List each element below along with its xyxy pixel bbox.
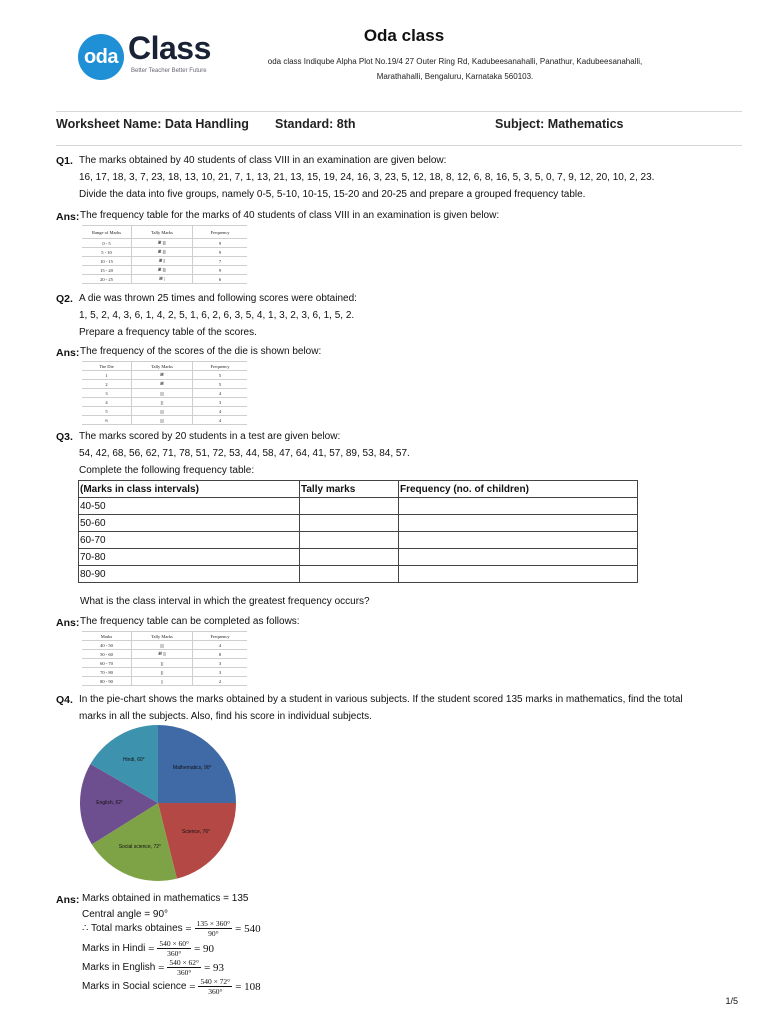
table-cell: 50-60 xyxy=(79,515,300,532)
q2-ans-text: The frequency of the scores of the die is shown below: xyxy=(80,346,322,357)
table-header-row xyxy=(82,362,247,371)
table-row xyxy=(82,371,247,380)
answer-line xyxy=(82,939,214,958)
table-cell: Frequency xyxy=(193,226,248,239)
table-cell: 20 - 25 xyxy=(82,275,132,284)
frequency-cell[interactable] xyxy=(399,515,638,532)
table-row xyxy=(82,239,247,248)
table-cell: 3 xyxy=(193,659,248,668)
table-cell: 5 xyxy=(82,407,132,416)
table-header-cell: (Marks in class intervals) xyxy=(79,481,300,498)
equals-sign: = xyxy=(155,961,165,974)
q1-frequency-table xyxy=(82,225,247,284)
answer-line xyxy=(82,919,261,938)
table-row xyxy=(82,677,247,686)
table-cell: ||| xyxy=(132,668,193,677)
table-cell: 𝍸 |||| xyxy=(132,266,193,275)
q2-line: Prepare a frequency table of the scores. xyxy=(79,327,257,338)
logo-wordmark: Class xyxy=(128,30,211,66)
answer-line xyxy=(82,958,224,977)
table-cell: Tally Marks xyxy=(132,226,193,239)
pie-slice-label: Science, 76° xyxy=(182,828,211,835)
result: = 90 xyxy=(194,942,215,955)
table-row xyxy=(82,416,247,425)
table-cell: 7 xyxy=(193,257,248,266)
q3-text xyxy=(79,428,749,479)
table-row xyxy=(82,380,247,389)
answer-line: Marks obtained in mathematics = 135 xyxy=(82,893,249,904)
table-cell: 3 xyxy=(193,398,248,407)
standard: Standard: 8th xyxy=(275,117,356,131)
table-header-row xyxy=(82,226,247,239)
q2-ans-label: Ans: xyxy=(56,347,80,359)
fraction xyxy=(157,939,191,958)
q1-line: Divide the data into five groups, namely 0-5, 5-10, 10-15, 15-20 and 20-25 and prepare a grouped frequency table. xyxy=(79,189,586,200)
page-number: 1/5 xyxy=(725,996,738,1006)
q4-label: Q4. xyxy=(56,694,73,706)
table-cell: 5 xyxy=(193,371,248,380)
logo-tagline: Better Teacher Better Future xyxy=(131,68,207,74)
answer-text: Marks in English xyxy=(82,962,156,973)
q3-question: What is the class interval in which the greatest frequency occurs? xyxy=(80,596,370,607)
divider xyxy=(56,145,742,146)
address-line: oda class Indiqube Alpha Plot No.19/4 27 Outer Ring Rd, Kadubeesanahalli, Panathur, Kadubeesanahalli, xyxy=(267,57,643,66)
table-cell: 10 - 15 xyxy=(82,257,132,266)
table-row xyxy=(82,275,247,284)
table-cell: ||| xyxy=(132,659,193,668)
answer-text: Marks in Hindi xyxy=(82,943,146,954)
frequency-cell[interactable] xyxy=(399,549,638,566)
fraction xyxy=(167,958,201,977)
table-cell: 9 xyxy=(193,239,248,248)
q1-ans-text: The frequency table for the marks of 40 students of class VIII in an examination is given below: xyxy=(80,210,500,221)
numerator: 540 × 62° xyxy=(169,958,200,967)
address-line: Marathahalli, Bengaluru, Karnataka 560103. xyxy=(376,72,534,81)
table-cell: 80-90 xyxy=(79,566,300,583)
q2-line: A die was thrown 25 times and following scores were obtained: xyxy=(79,293,357,304)
table-cell: 15 - 20 xyxy=(82,266,132,275)
frequency-cell[interactable] xyxy=(399,498,638,515)
pie-slice-label: Social science, 72° xyxy=(118,843,162,850)
answer-text: Marks in Social science xyxy=(82,981,187,992)
q1-text xyxy=(79,152,749,203)
q2-frequency-table xyxy=(82,361,247,425)
fraction xyxy=(198,977,232,996)
numerator: 135 × 360° xyxy=(196,919,231,928)
table-row xyxy=(82,257,247,266)
tally-cell[interactable] xyxy=(300,566,399,583)
denominator: 360° xyxy=(177,968,192,977)
table-cell: 0 - 5 xyxy=(82,239,132,248)
tally-cell[interactable] xyxy=(300,549,399,566)
table-cell: 4 xyxy=(193,641,248,650)
table-cell: |||| xyxy=(132,641,193,650)
marks-pie-chart xyxy=(78,720,238,886)
table-cell: Frequency xyxy=(193,362,248,371)
tally-cell[interactable] xyxy=(300,532,399,549)
table-row xyxy=(82,389,247,398)
table-cell: Tally Marks xyxy=(132,632,193,641)
denominator: 90° xyxy=(208,929,219,938)
result: = 540 xyxy=(235,922,261,935)
q3-label: Q3. xyxy=(56,431,73,443)
table-cell: 5 xyxy=(193,380,248,389)
denominator: 360° xyxy=(208,987,223,996)
answer-text: ∴ Total marks obtaines xyxy=(82,923,183,934)
result: = 108 xyxy=(235,980,261,993)
q4-line: marks in all the subjects. Also, find his score in individual subjects. xyxy=(79,711,372,722)
table-cell: 3 xyxy=(193,668,248,677)
table-cell: 1 xyxy=(82,371,132,380)
table-row xyxy=(82,668,247,677)
equals-sign: = xyxy=(186,980,196,993)
table-cell: 5 - 10 xyxy=(82,248,132,257)
q1-line: 16, 17, 18, 3, 7, 23, 18, 13, 10, 21, 7, 1, 13, 21, 13, 15, 19, 24, 16, 3, 23, 5, 12, 18, 8, 12, 6, 8, 16, 5, 3, 5, 0, 7, 9, 12, 20, 10, 2, 23. xyxy=(79,172,655,183)
table-cell: 𝍸 |||| xyxy=(132,248,193,257)
numerator: 540 × 60° xyxy=(159,939,190,948)
table-row xyxy=(79,549,638,566)
table-header-row xyxy=(82,632,247,641)
logo-badge: oda xyxy=(78,34,124,80)
table-cell: 𝍸 || xyxy=(132,257,193,266)
table-header-cell: Tally marks xyxy=(300,481,399,498)
table-cell: |||| xyxy=(132,416,193,425)
table-cell: 4 xyxy=(82,398,132,407)
answer-line xyxy=(82,977,261,996)
table-row xyxy=(82,248,247,257)
table-row xyxy=(82,398,247,407)
table-cell: 6 xyxy=(82,416,132,425)
q1-line: The marks obtained by 40 students of class VIII in an examination are given below: xyxy=(79,155,447,166)
table-cell: 70 - 80 xyxy=(82,668,132,677)
pie-slice-label: English, 62° xyxy=(96,799,124,806)
equals-sign: = xyxy=(182,922,192,935)
table-cell: |||| xyxy=(132,389,193,398)
numerator: 540 × 72° xyxy=(200,977,231,986)
q1-ans-label: Ans: xyxy=(56,211,80,223)
table-row xyxy=(82,641,247,650)
q3-frequency-table xyxy=(78,480,638,583)
table-row xyxy=(79,498,638,515)
q3-line: 54, 42, 68, 56, 62, 71, 78, 51, 72, 53, 44, 58, 47, 64, 41, 57, 89, 53, 84, 57. xyxy=(79,448,410,459)
table-row xyxy=(79,532,638,549)
table-cell: Tally Marks xyxy=(132,362,193,371)
tally-cell[interactable] xyxy=(300,515,399,532)
table-cell: 𝍸 | xyxy=(132,275,193,284)
table-cell: 2 xyxy=(193,677,248,686)
q3-ans-label: Ans: xyxy=(56,617,80,629)
org-address xyxy=(210,54,700,84)
table-cell: 60 - 70 xyxy=(82,659,132,668)
frequency-cell[interactable] xyxy=(399,566,638,583)
table-cell: 4 xyxy=(193,389,248,398)
table-cell: 50 - 60 xyxy=(82,650,132,659)
table-cell: 𝍸 |||| xyxy=(132,239,193,248)
q3-line: Complete the following frequency table: xyxy=(79,465,255,476)
answer-line: Central angle = 90° xyxy=(82,909,169,920)
divider xyxy=(56,111,742,112)
q2-text xyxy=(79,290,749,341)
frequency-cell[interactable] xyxy=(399,532,638,549)
table-cell: ||| xyxy=(132,398,193,407)
worksheet-name: Worksheet Name: Data Handling xyxy=(56,117,249,131)
q3-answer-table xyxy=(82,631,247,686)
equals-sign: = xyxy=(145,942,155,955)
table-row xyxy=(82,266,247,275)
tally-cell[interactable] xyxy=(300,498,399,515)
table-cell: The Die xyxy=(82,362,132,371)
table-row xyxy=(79,566,638,583)
q4-line: In the pie-chart shows the marks obtained by a student in various subjects. If the student scored 135 marks in mathematics, find the total xyxy=(79,694,683,705)
table-row xyxy=(82,650,247,659)
pie-slice-label: Mathematics, 90° xyxy=(172,764,212,771)
table-cell: |||| xyxy=(132,407,193,416)
pie-slice-label: Hindi, 60° xyxy=(122,757,145,764)
table-cell: Range of Marks xyxy=(82,226,132,239)
denominator: 360° xyxy=(167,949,182,958)
table-row xyxy=(82,407,247,416)
table-cell: 9 xyxy=(193,248,248,257)
table-row xyxy=(79,515,638,532)
table-header-row xyxy=(79,481,638,498)
table-cell: 𝍸 xyxy=(132,380,193,389)
table-cell: Frequency xyxy=(193,632,248,641)
table-cell: 4 xyxy=(193,407,248,416)
table-cell: 6 xyxy=(193,275,248,284)
table-cell: 40-50 xyxy=(79,498,300,515)
q4-ans-label: Ans: xyxy=(56,894,80,906)
table-cell: 𝍸 xyxy=(132,371,193,380)
table-cell: 8 xyxy=(193,650,248,659)
table-cell: Marks xyxy=(82,632,132,641)
q1-label: Q1. xyxy=(56,155,73,167)
table-cell: 9 xyxy=(193,266,248,275)
q3-ans-text: The frequency table can be completed as follows: xyxy=(80,616,300,627)
table-cell: 40 - 50 xyxy=(82,641,132,650)
result: = 93 xyxy=(204,961,225,974)
table-cell: 80 - 90 xyxy=(82,677,132,686)
table-cell: || xyxy=(132,677,193,686)
table-cell: 4 xyxy=(193,416,248,425)
table-cell: 𝍸 ||| xyxy=(132,650,193,659)
q2-label: Q2. xyxy=(56,293,73,305)
org-title: Oda class xyxy=(363,26,445,45)
q3-line: The marks scored by 20 students in a test are given below: xyxy=(79,431,341,442)
table-cell: 70-80 xyxy=(79,549,300,566)
table-cell: 2 xyxy=(82,380,132,389)
subject: Subject: Mathematics xyxy=(495,117,624,131)
fraction xyxy=(195,919,232,938)
table-cell: 3 xyxy=(82,389,132,398)
table-row xyxy=(82,659,247,668)
q2-line: 1, 5, 2, 4, 3, 6, 1, 4, 2, 5, 1, 6, 2, 6, 3, 5, 4, 1, 3, 2, 3, 6, 1, 5, 2. xyxy=(79,310,355,321)
table-cell: 60-70 xyxy=(79,532,300,549)
table-header-cell: Frequency (no. of children) xyxy=(399,481,638,498)
